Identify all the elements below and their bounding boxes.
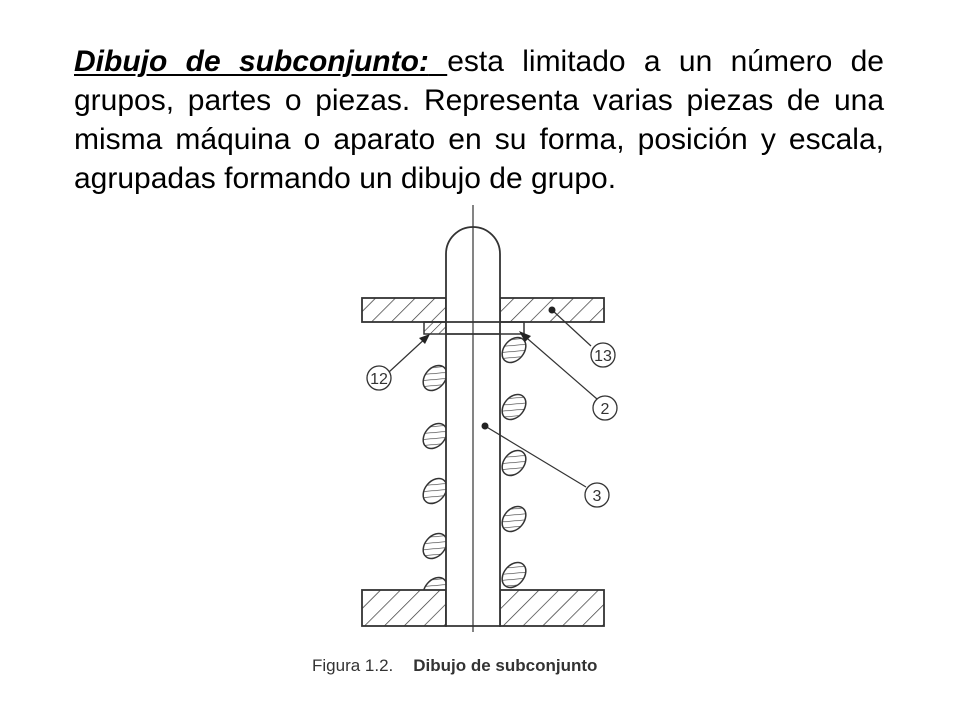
subassembly-drawing [0, 200, 960, 720]
heading-underline-space [429, 45, 447, 78]
leader-12 [367, 334, 430, 390]
figure-caption [312, 656, 597, 676]
callout-13-label: 13 [594, 348, 612, 365]
caption-number: Figura 1.2. [312, 656, 394, 675]
drawing-canvas [0, 200, 960, 720]
callout-2-label: 2 [600, 401, 610, 418]
callout-12-label: 12 [370, 371, 388, 388]
spring-right-coils [497, 333, 530, 592]
caption-title: Dibujo de subconjunto [413, 656, 598, 675]
description-paragraph [74, 42, 884, 198]
callout-3-label: 3 [592, 488, 602, 505]
paragraph-body: esta limitado a un número de grupos, partes o piezas. Representa varias piezas de una misma máquina o aparato en su forma, posición y escala, agrupadas formando un dibujo de grupo. [74, 45, 884, 195]
paragraph-heading: Dibujo de subconjunto: [74, 45, 429, 78]
